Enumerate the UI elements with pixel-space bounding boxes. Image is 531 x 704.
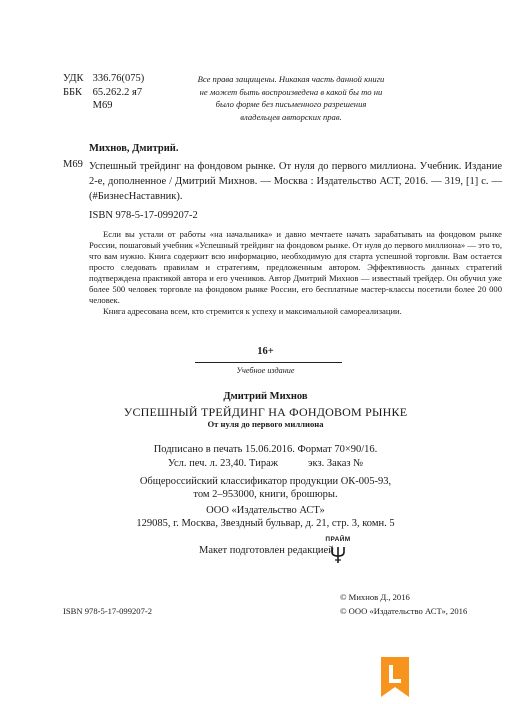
- udk-key: УДК: [63, 73, 84, 84]
- author-mark: М69: [92, 100, 113, 111]
- print-info-volume: Усл. печ. л. 23,40. Тираж: [167, 458, 278, 469]
- divider: [195, 362, 342, 363]
- author-mark-row: [63, 100, 112, 112]
- rights-notice: Все права защищены. Никакая часть данной книги не может быть воспроизведена в какой бы то ни было форме без письменного разрешения владельцев авторских прав.: [197, 74, 385, 122]
- age-rating: 16+: [257, 346, 274, 357]
- publisher-name: ООО «Издательство АСТ»: [206, 505, 325, 516]
- bookmark-logo-icon: [375, 655, 415, 699]
- prime-logo: [323, 538, 353, 564]
- isbn-footer: ISBN 978-5-17-099207-2: [63, 606, 153, 616]
- bbk-row: [63, 87, 142, 99]
- author-mark-left: М69: [63, 159, 83, 170]
- print-info-line2: [0, 457, 531, 470]
- imprint-title: УСПЕШНЫЙ ТРЕЙДИНГ НА ФОНДОВОМ РЫНКЕ: [123, 405, 408, 419]
- copyright-publisher: © ООО «Издательство АСТ», 2016: [340, 606, 468, 616]
- bbk-value: 65.262.2 я7: [92, 87, 143, 98]
- classifier-line2: том 2–953000, книги, брошюры.: [193, 489, 338, 500]
- bbk-key: ББК: [63, 87, 83, 98]
- classifier-line1: Общероссийский классификатор продукции ОК-005-93,: [139, 476, 392, 487]
- udk-row: [63, 73, 144, 85]
- annotation-paragraph: Если вы устали от работы «на начальника» и давно мечтаете начать зарабатывать на фондовом рынке России, пошаговый учебник «Успешный трейдинг на фондовом рынке. От нуля до первого миллиона» — это то, что вам нужно. Книга содержит всю информацию, необходимую для старта успешной торговли. Вам остается просто следовать правилам и стратегиям, предложенным автором. Эффективность данных стратегий подтверждена практикой автора и его учеников. Автор Дмитрий Михнов — известный трейдер. Он обучил уже более 500 человек торговле на фондовом рынке России, его бесплатные мастер-классы посетили более 20 000 человек.: [89, 229, 502, 305]
- isbn-main: ISBN 978-5-17-099207-2: [89, 210, 198, 221]
- author-heading: Михнов, Дмитрий.: [89, 143, 179, 154]
- layout-credit: Макет подготовлен редакцией: [199, 545, 334, 556]
- bibliographic-description: Успешный трейдинг на фондовом рынке. От нуля до первого миллиона. Учебник. Издание 2-е, дополненное / Дмитрий Михнов. — Москва : Издательство АСТ, 2016. — 319, [1] с. — (#БизнесНаставник).: [89, 161, 502, 202]
- print-info-order: экз. Заказ №: [308, 458, 364, 469]
- imprint-author: Дмитрий Михнов: [223, 391, 308, 402]
- edition-type: Учебное издание: [236, 366, 295, 375]
- publisher-address: 129085, г. Москва, Звездный бульвар, д. 21, стр. 3, комн. 5: [136, 518, 395, 529]
- imprint-subtitle: От нуля до первого миллиона: [207, 419, 324, 429]
- prime-logo-text: ПРАЙМ: [325, 536, 351, 543]
- udk-value: 336.76(075): [92, 73, 145, 84]
- annotation: [89, 229, 502, 317]
- copyright-author: © Михнов Д., 2016: [340, 592, 410, 602]
- annotation-paragraph: Книга адресована всем, кто стремится к успеху и максимальной самореализации.: [103, 306, 402, 316]
- print-info-line1: Подписано в печать 15.06.2016. Формат 70×90/16.: [153, 444, 378, 455]
